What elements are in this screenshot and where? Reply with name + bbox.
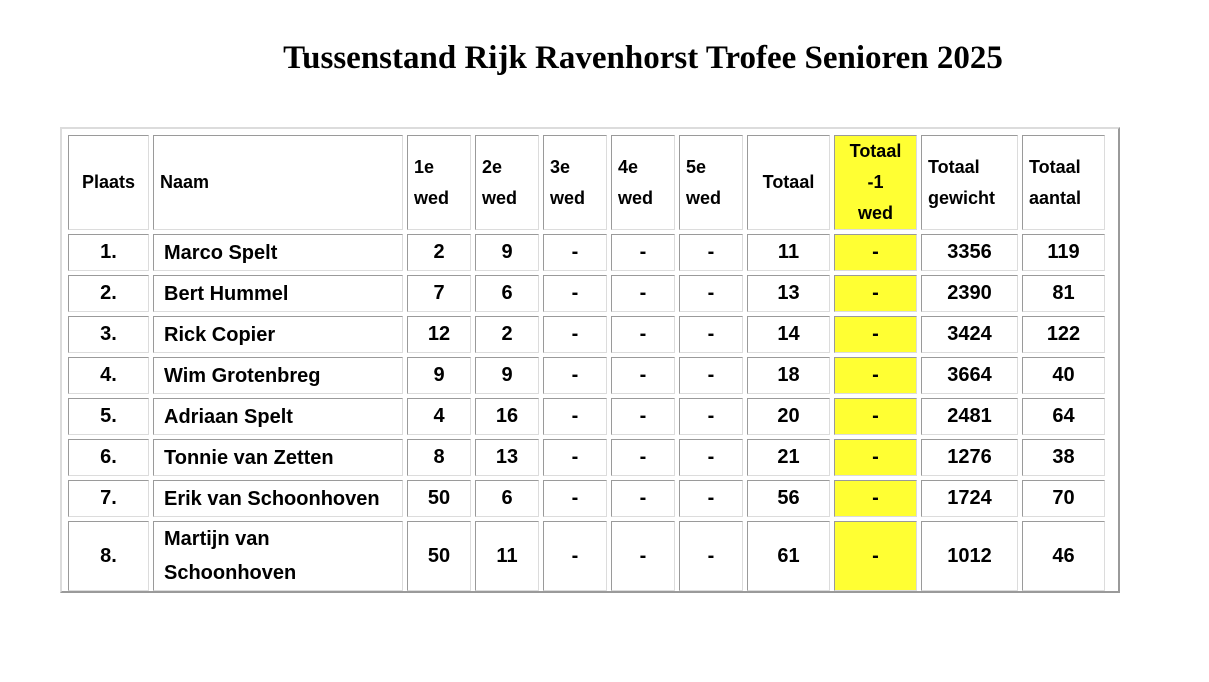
- cell-plaats: 3.: [68, 316, 149, 353]
- cell-totaal-min-1: -: [834, 480, 917, 517]
- cell-wed-1: 4: [407, 398, 471, 435]
- cell-naam: Martijn van Schoonhoven: [153, 521, 403, 591]
- cell-totaal-aantal: 70: [1022, 480, 1105, 517]
- header-wed-5: [679, 135, 743, 230]
- cell-totaal-gewicht: 2481: [921, 398, 1018, 435]
- cell-totaal-aantal: 81: [1022, 275, 1105, 312]
- cell-totaal-min-1: -: [834, 398, 917, 435]
- cell-totaal-aantal: 38: [1022, 439, 1105, 476]
- table-row: [68, 316, 1105, 353]
- header-wed-2-line2: wed: [482, 187, 518, 208]
- cell-totaal: 56: [747, 480, 830, 517]
- cell-totaal-min-1: -: [834, 357, 917, 394]
- cell-wed-1: 2: [407, 234, 471, 271]
- header-wed-2: [475, 135, 539, 230]
- cell-wed-5: -: [679, 439, 743, 476]
- cell-naam: Marco Spelt: [153, 234, 403, 271]
- cell-wed-3: -: [543, 398, 607, 435]
- cell-wed-4: -: [611, 439, 675, 476]
- header-totaal-gewicht: [921, 135, 1018, 230]
- cell-wed-3: -: [543, 480, 607, 517]
- cell-plaats: 5.: [68, 398, 149, 435]
- header-wed-4: [611, 135, 675, 230]
- header-row: [68, 135, 1105, 230]
- cell-totaal-gewicht: 2390: [921, 275, 1018, 312]
- cell-plaats: 8.: [68, 521, 149, 591]
- cell-naam: Wim Grotenbreg: [153, 357, 403, 394]
- header-wed-5-line1: 5e: [686, 156, 707, 177]
- cell-totaal-gewicht: 1276: [921, 439, 1018, 476]
- cell-totaal: 21: [747, 439, 830, 476]
- cell-wed-3: -: [543, 439, 607, 476]
- cell-wed-4: -: [611, 521, 675, 591]
- cell-wed-5: -: [679, 521, 743, 591]
- cell-wed-4: -: [611, 234, 675, 271]
- cell-wed-2: 6: [475, 480, 539, 517]
- cell-wed-5: -: [679, 234, 743, 271]
- cell-totaal-aantal: 46: [1022, 521, 1105, 591]
- header-totaal-min-1-line3: wed: [857, 203, 893, 223]
- cell-wed-2: 11: [475, 521, 539, 591]
- cell-wed-4: -: [611, 480, 675, 517]
- cell-wed-5: -: [679, 275, 743, 312]
- cell-wed-4: -: [611, 275, 675, 312]
- cell-totaal-aantal: 122: [1022, 316, 1105, 353]
- header-wed-1-line1: 1e: [414, 156, 435, 177]
- cell-totaal: 20: [747, 398, 830, 435]
- header-naam: Naam: [153, 135, 403, 230]
- cell-naam: Bert Hummel: [153, 275, 403, 312]
- page-title: Tussenstand Rijk Ravenhorst Trofee Senioren 2025: [283, 40, 1003, 76]
- header-totaal-min-1: [834, 135, 917, 230]
- cell-wed-1: 7: [407, 275, 471, 312]
- cell-wed-5: -: [679, 357, 743, 394]
- cell-naam: Tonnie van Zetten: [153, 439, 403, 476]
- header-totaal-aantal-line1: Totaal: [1029, 156, 1081, 177]
- cell-plaats: 1.: [68, 234, 149, 271]
- header-wed-3-line1: 3e: [550, 156, 571, 177]
- cell-wed-2: 9: [475, 234, 539, 271]
- header-wed-1: [407, 135, 471, 230]
- cell-wed-5: -: [679, 480, 743, 517]
- cell-wed-4: -: [611, 398, 675, 435]
- cell-totaal: 61: [747, 521, 830, 591]
- cell-totaal: 14: [747, 316, 830, 353]
- header-totaal-min-1-line1: Totaal: [849, 141, 902, 161]
- header-wed-1-line2: wed: [414, 187, 450, 208]
- cell-wed-4: -: [611, 357, 675, 394]
- cell-plaats: 6.: [68, 439, 149, 476]
- cell-totaal-aantal: 40: [1022, 357, 1105, 394]
- cell-totaal-min-1: -: [834, 234, 917, 271]
- cell-plaats: 7.: [68, 480, 149, 517]
- header-totaal-aantal-line2: aantal: [1029, 187, 1082, 208]
- cell-wed-2: 16: [475, 398, 539, 435]
- header-wed-2-line1: 2e: [482, 156, 503, 177]
- cell-naam: Adriaan Spelt: [153, 398, 403, 435]
- header-wed-4-line2: wed: [618, 187, 654, 208]
- header-wed-5-line2: wed: [686, 187, 722, 208]
- cell-wed-2: 2: [475, 316, 539, 353]
- cell-wed-3: -: [543, 357, 607, 394]
- cell-totaal-min-1: -: [834, 275, 917, 312]
- cell-wed-2: 13: [475, 439, 539, 476]
- cell-wed-3: -: [543, 521, 607, 591]
- cell-plaats: 2.: [68, 275, 149, 312]
- header-wed-3-line2: wed: [550, 187, 586, 208]
- cell-totaal-gewicht: 3424: [921, 316, 1018, 353]
- standings-table-frame: [60, 127, 1120, 593]
- table-row: [68, 480, 1105, 517]
- cell-totaal-min-1: -: [834, 439, 917, 476]
- cell-wed-1: 12: [407, 316, 471, 353]
- cell-totaal-min-1: -: [834, 316, 917, 353]
- cell-plaats: 4.: [68, 357, 149, 394]
- header-plaats: Plaats: [68, 135, 149, 230]
- cell-wed-3: -: [543, 234, 607, 271]
- cell-wed-1: 50: [407, 521, 471, 591]
- cell-wed-2: 6: [475, 275, 539, 312]
- header-wed-3: [543, 135, 607, 230]
- cell-wed-2: 9: [475, 357, 539, 394]
- table-row: [68, 439, 1105, 476]
- cell-totaal-gewicht: 3664: [921, 357, 1018, 394]
- cell-totaal-gewicht: 1724: [921, 480, 1018, 517]
- cell-wed-3: -: [543, 316, 607, 353]
- cell-totaal: 18: [747, 357, 830, 394]
- cell-totaal-aantal: 64: [1022, 398, 1105, 435]
- header-totaal-aantal: [1022, 135, 1105, 230]
- table-row: [68, 398, 1105, 435]
- cell-totaal: 11: [747, 234, 830, 271]
- cell-totaal-gewicht: 3356: [921, 234, 1018, 271]
- table-row: [68, 521, 1105, 591]
- cell-wed-5: -: [679, 316, 743, 353]
- cell-naam: Erik van Schoonhoven: [153, 480, 403, 517]
- cell-totaal-aantal: 119: [1022, 234, 1105, 271]
- table-row: [68, 234, 1105, 271]
- table-row: [68, 275, 1105, 312]
- cell-wed-1: 8: [407, 439, 471, 476]
- cell-totaal-min-1: -: [834, 521, 917, 591]
- cell-wed-1: 50: [407, 480, 471, 517]
- cell-wed-5: -: [679, 398, 743, 435]
- table-row: [68, 357, 1105, 394]
- header-totaal-gewicht-line1: Totaal: [928, 156, 980, 177]
- header-wed-4-line1: 4e: [618, 156, 639, 177]
- standings-table: [64, 131, 1109, 595]
- cell-naam: Rick Copier: [153, 316, 403, 353]
- cell-wed-3: -: [543, 275, 607, 312]
- cell-wed-4: -: [611, 316, 675, 353]
- header-totaal-min-1-line2: -1: [867, 172, 884, 192]
- cell-totaal: 13: [747, 275, 830, 312]
- cell-wed-1: 9: [407, 357, 471, 394]
- header-totaal: Totaal: [747, 135, 830, 230]
- header-totaal-gewicht-line2: gewicht: [928, 187, 996, 208]
- cell-totaal-gewicht: 1012: [921, 521, 1018, 591]
